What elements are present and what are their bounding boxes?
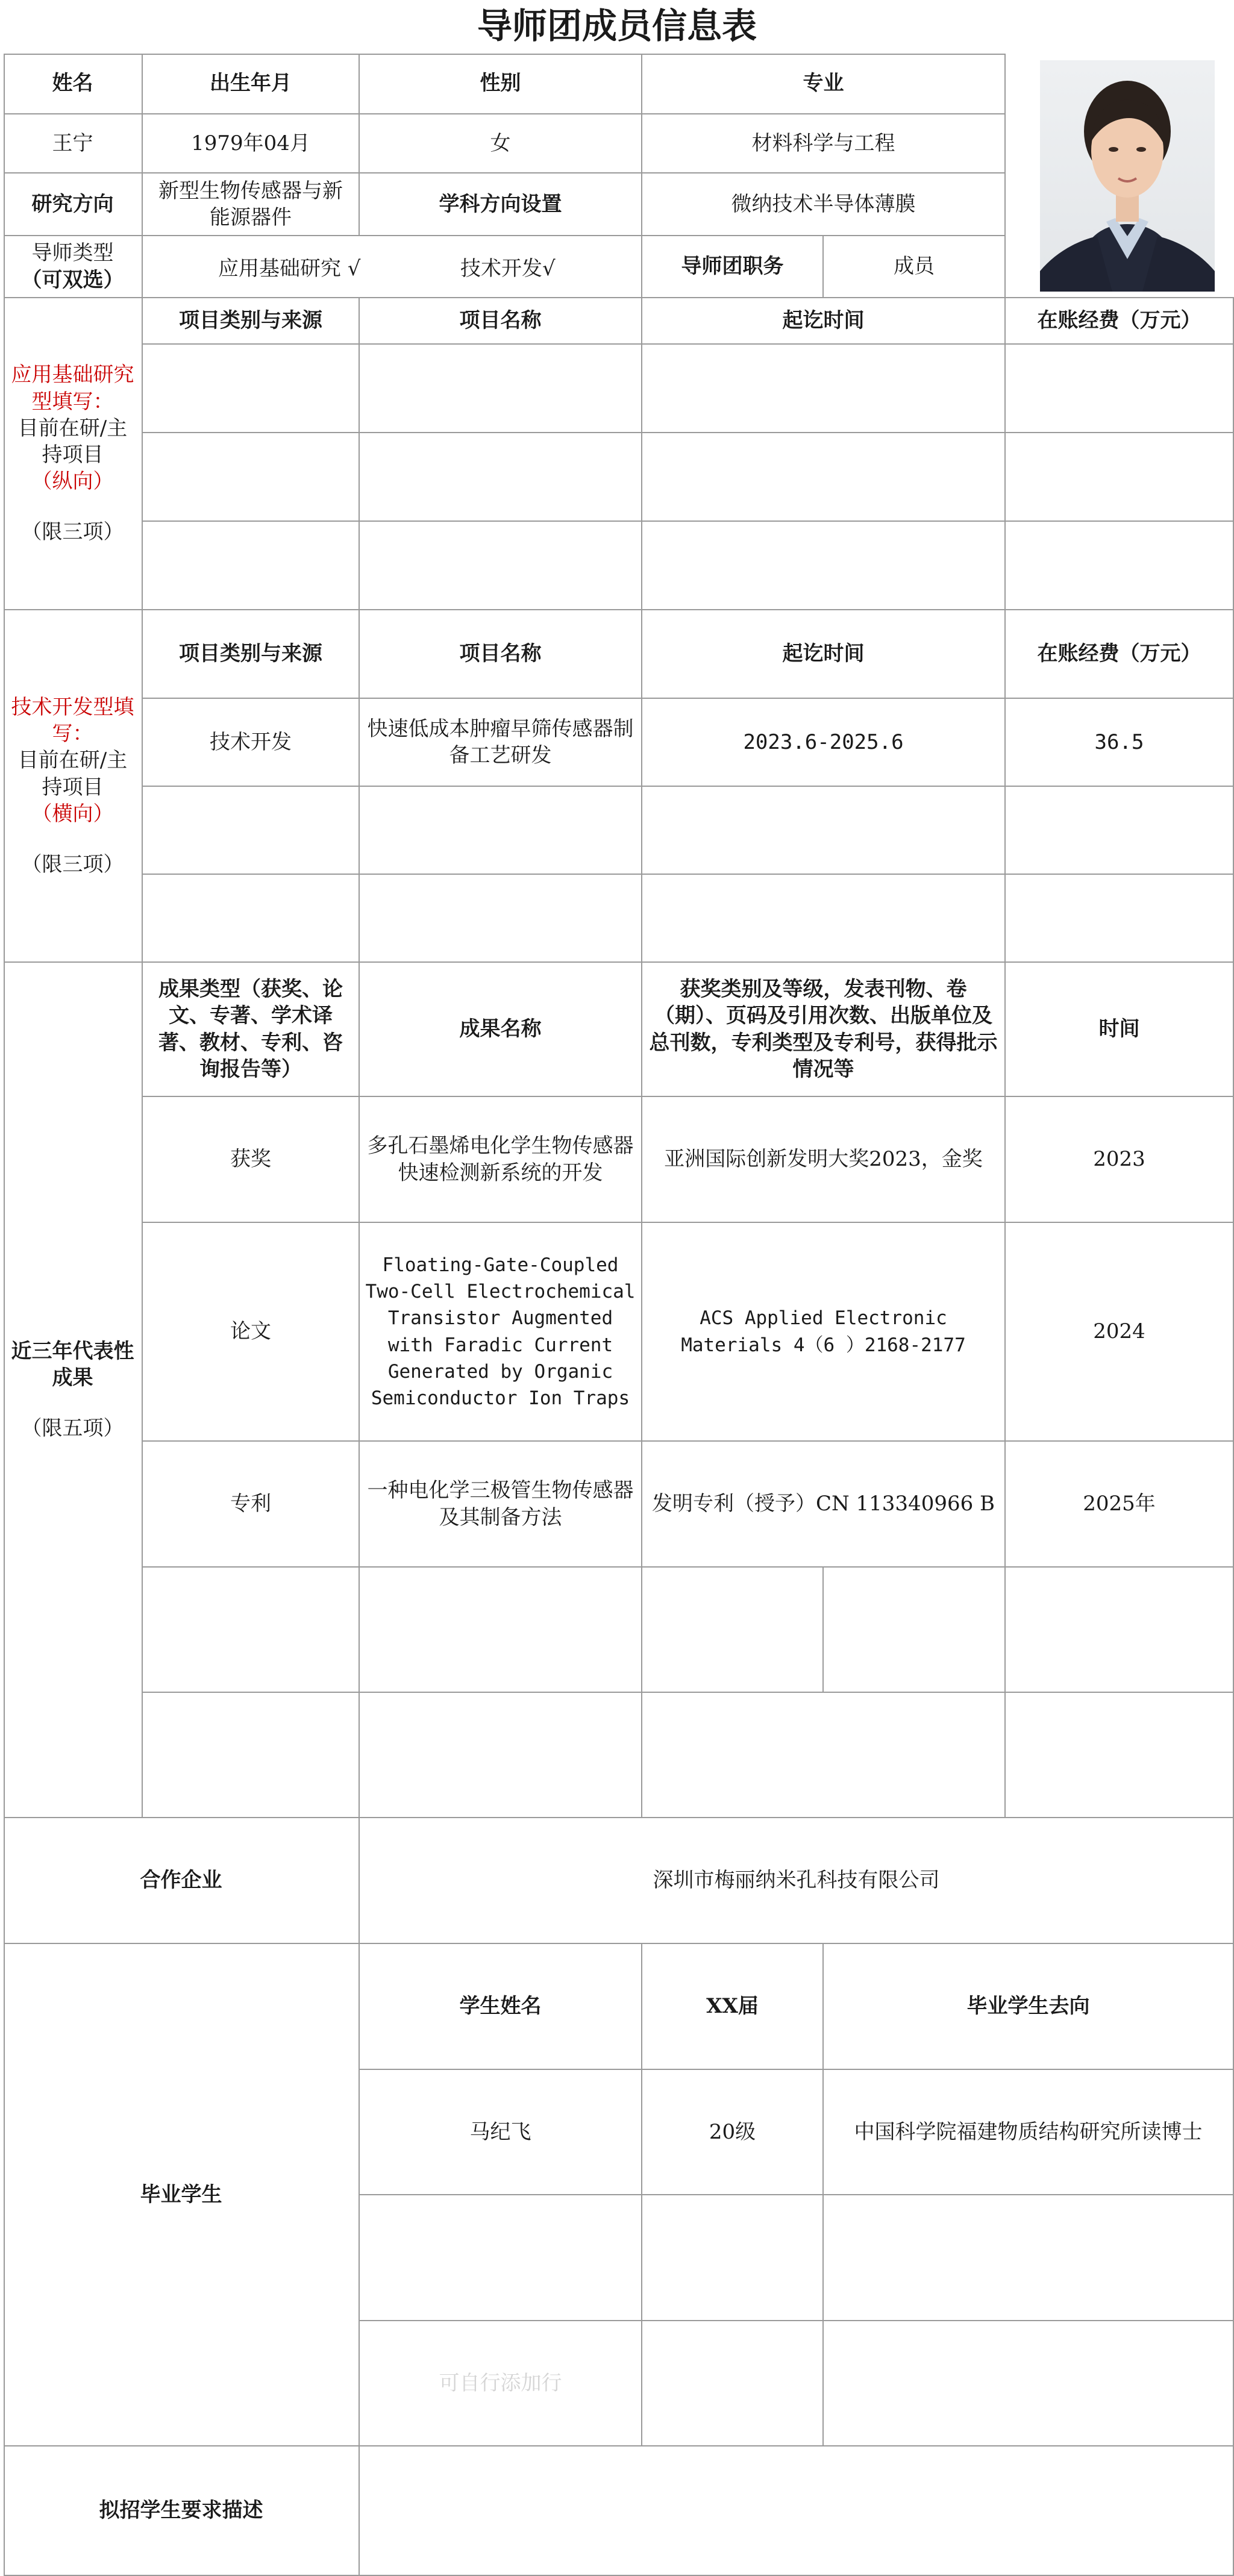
graduate-3-destination[interactable] [824,2321,1234,2446]
graduates-header-name: 学生姓名 [360,1944,642,2070]
applied-header-category: 项目类别与来源 [143,298,360,345]
graduate-2-cohort[interactable] [642,2195,824,2321]
applied-row-1-category[interactable] [143,345,360,433]
achievements-label: 近三年代表性成果 [11,1339,134,1390]
page-title: 导师团成员信息表 [477,5,757,46]
recruit-value[interactable] [360,2446,1234,2576]
major-label: 专业 [642,54,1006,114]
tech-row-1-category[interactable]: 技术开发 [143,699,360,787]
tech-row-2-period[interactable] [642,787,1006,875]
graduate-3-cohort[interactable] [642,2321,824,2446]
achievements-section-label [4,963,143,1818]
cooperation-value[interactable]: 深圳市梅丽纳米孔科技有限公司 [360,1818,1234,1944]
tech-header-name: 项目名称 [360,610,642,699]
applied-row-1-funding[interactable] [1006,345,1234,433]
achievements-header-time: 时间 [1006,963,1234,1097]
position-label: 导师团职务 [642,236,824,298]
tech-row-2-category[interactable] [143,787,360,875]
achievement-1-name[interactable]: 多孔石墨烯电化学生物传感器快速检测新系统的开发 [360,1097,642,1223]
birth-value[interactable]: 1979年04月 [143,114,360,174]
achievement-5-name[interactable] [360,1693,642,1818]
achievement-3-time[interactable]: 2025年 [1006,1442,1234,1568]
recruit-label: 拟招学生要求描述 [4,2446,360,2576]
applied-label-red-1: 应用基础研究型填写： [11,363,134,414]
applied-header-name: 项目名称 [360,298,642,345]
tech-section-label [4,610,143,963]
achievement-5-time[interactable] [1006,1693,1234,1818]
tech-row-1-funding[interactable]: 36.5 [1006,699,1234,787]
tech-limit: （限三项） [21,852,124,877]
achievement-3-name[interactable]: 一种电化学三极管生物传感器及其制备方法 [360,1442,642,1568]
research-direction-label: 研究方向 [4,174,143,236]
achievement-4-detail-b[interactable] [824,1568,1006,1693]
achievements-header-type: 成果类型（获奖、论文、专著、学术译著、教材、专利、咨询报告等） [143,963,360,1097]
achievement-4-type[interactable] [143,1568,360,1693]
applied-header-period: 起讫时间 [642,298,1006,345]
applied-label-black: 目前在研/主持项目 [17,416,128,467]
achievement-5-type[interactable] [143,1693,360,1818]
achievement-2-type[interactable]: 论文 [143,1223,360,1442]
mentor-type-options [143,236,642,298]
tech-label-red-1: 技术开发型填写： [11,695,134,746]
applied-row-2-period[interactable] [642,433,1006,522]
achievement-1-detail[interactable]: 亚洲国际创新发明大奖2023，金奖 [642,1097,1006,1223]
tech-row-3-category[interactable] [143,875,360,963]
applied-row-3-name[interactable] [360,522,642,610]
name-value[interactable]: 王宁 [4,114,143,174]
tech-row-3-name[interactable] [360,875,642,963]
achievement-2-name[interactable]: Floating-Gate-Coupled Two-Cell Electrochemical Transistor Augmented with Faradic Current Generated by Organic Semiconductor Ion Traps [360,1223,642,1442]
applied-section-label [4,298,143,610]
applied-row-2-name[interactable] [360,433,642,522]
research-direction-value[interactable]: 新型生物传感器与新能源器件 [143,174,360,236]
graduate-2-destination[interactable] [824,2195,1234,2321]
portrait-photo [1040,60,1215,292]
achievement-4-time[interactable] [1006,1568,1234,1693]
achievements-header-name: 成果名称 [360,963,642,1097]
achievements-limit: （限五项） [21,1416,124,1441]
achievement-3-detail[interactable]: 发明专利（授予）CN 113340966 B [642,1442,1006,1568]
achievement-4-detail-a[interactable] [642,1568,824,1693]
mentor-type-label-line1: 导师类型 [31,241,114,266]
add-row-placeholder[interactable]: 可自行添加行 [360,2321,642,2446]
mentor-type-tech-option[interactable]: 技术开发√ [460,257,556,281]
major-value[interactable]: 材料科学与工程 [642,114,1006,174]
achievement-3-type[interactable]: 专利 [143,1442,360,1568]
tech-header-funding: 在账经费（万元） [1006,610,1234,699]
graduate-1-name[interactable]: 马纪飞 [360,2070,642,2195]
mentor-type-label-line2: （可双选） [21,267,124,292]
mentor-type-label [4,236,143,298]
achievement-2-detail[interactable]: ACS Applied Electronic Materials 4（6 ）2168-2177 [642,1223,1006,1442]
tech-row-3-period[interactable] [642,875,1006,963]
tech-header-period: 起讫时间 [642,610,1006,699]
applied-row-1-name[interactable] [360,345,642,433]
gender-value[interactable]: 女 [360,114,642,174]
tech-header-category: 项目类别与来源 [143,610,360,699]
graduate-1-cohort[interactable]: 20级 [642,2070,824,2195]
cooperation-label: 合作企业 [4,1818,360,1944]
applied-row-3-category[interactable] [143,522,360,610]
achievement-1-time[interactable]: 2023 [1006,1097,1234,1223]
gender-label: 性别 [360,54,642,114]
tech-label-red-2: （横向） [31,801,114,826]
applied-header-funding: 在账经费（万元） [1006,298,1234,345]
applied-row-1-period[interactable] [642,345,1006,433]
applied-row-2-category[interactable] [143,433,360,522]
applied-row-3-period[interactable] [642,522,1006,610]
achievement-4-name[interactable] [360,1568,642,1693]
name-label: 姓名 [4,54,143,114]
tech-row-2-funding[interactable] [1006,787,1234,875]
graduate-1-destination[interactable]: 中国科学院福建物质结构研究所读博士 [824,2070,1234,2195]
photo-cell [1006,54,1234,298]
graduates-header-destination: 毕业学生去向 [824,1944,1234,2070]
mentor-type-applied-option[interactable]: 应用基础研究 √ [218,257,361,281]
tech-row-1-period[interactable]: 2023.6-2025.6 [642,699,1006,787]
achievement-2-time[interactable]: 2024 [1006,1223,1234,1442]
birth-label: 出生年月 [143,54,360,114]
achievements-header-detail: 获奖类别及等级，发表刊物、卷（期）、页码及引用次数、出版单位及总刊数，专利类型及专利号，获得批示情况等 [642,963,1006,1097]
tech-row-2-name[interactable] [360,787,642,875]
applied-row-2-funding[interactable] [1006,433,1234,522]
discipline-value[interactable]: 微纳技术半导体薄膜 [642,174,1006,236]
applied-limit: （限三项） [21,520,124,545]
position-value[interactable]: 成员 [824,236,1006,298]
discipline-label: 学科方向设置 [360,174,642,236]
graduates-label: 毕业学生 [4,1944,360,2446]
applied-row-3-funding[interactable] [1006,522,1234,610]
applied-label-red-2: （纵向） [31,469,114,494]
tech-label-black: 目前在研/主持项目 [17,748,128,799]
graduates-header-cohort: XX届 [642,1944,824,2070]
achievement-5-detail[interactable] [642,1693,1006,1818]
tech-row-1-name[interactable]: 快速低成本肿瘤早筛传感器制备工艺研发 [360,699,642,787]
tech-row-3-funding[interactable] [1006,875,1234,963]
achievement-1-type[interactable]: 获奖 [143,1097,360,1223]
graduate-2-name[interactable] [360,2195,642,2321]
